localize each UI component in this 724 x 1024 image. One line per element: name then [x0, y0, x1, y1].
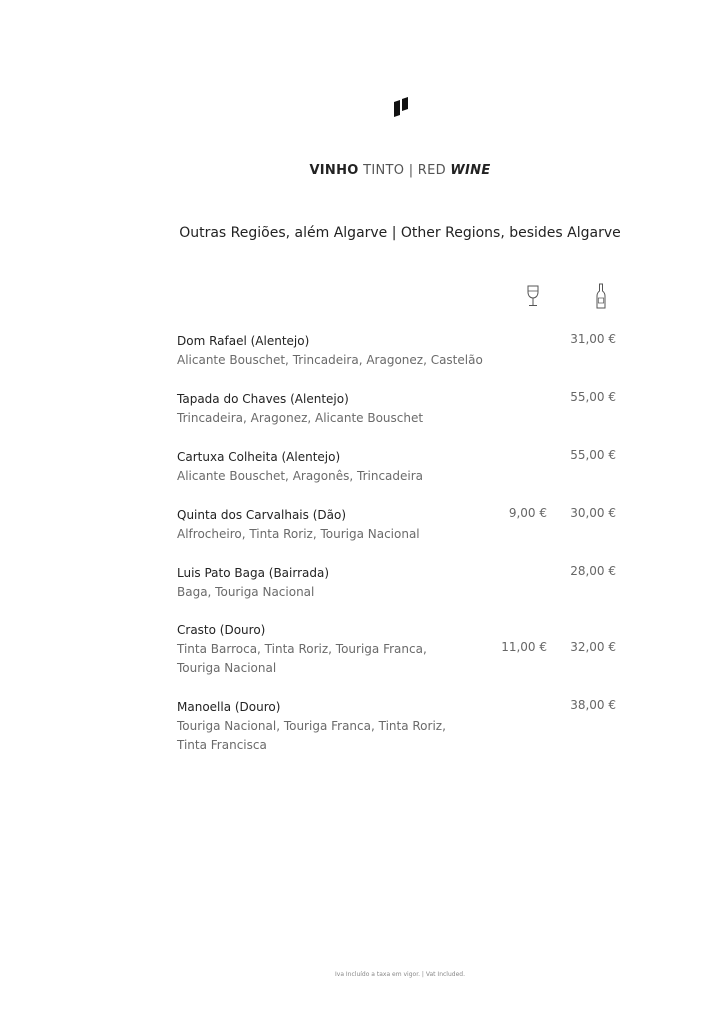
page-title: [0, 163, 724, 178]
wine-name: Quinta dos Carvalhais (Dão): [177, 508, 347, 522]
title-vinho: VINHO: [309, 163, 359, 178]
title-tinto-red: TINTO | RED: [363, 163, 446, 178]
wine-item: [177, 564, 622, 602]
wine-name: Luis Pato Baga (Bairrada): [177, 566, 330, 580]
bottle-price: 55,00 €: [570, 448, 616, 462]
bottle-price: 38,00 €: [570, 698, 616, 712]
glass-price: 11,00 €: [501, 640, 547, 654]
glass-price: 9,00 €: [508, 506, 547, 520]
wine-item: [177, 621, 622, 678]
wine-item: [177, 448, 622, 486]
wine-bottle-icon: [596, 283, 606, 309]
title-wine: WINE: [450, 163, 491, 178]
wine-item: [177, 332, 622, 370]
bottle-price: 28,00 €: [570, 564, 616, 578]
wine-grapes: Alicante Bouschet, Trincadeira, Aragonez, Castelão: [177, 353, 483, 367]
wine-grapes: Touriga Nacional: [177, 661, 277, 675]
wine-item: [177, 698, 622, 755]
wine-grapes: Tinta Francisca: [177, 738, 267, 752]
wine-grapes: Alfrocheiro, Tinta Roriz, Touriga Nacional: [177, 527, 420, 541]
bottle-price: 31,00 €: [570, 332, 616, 346]
wine-grapes: Alicante Bouschet, Aragonês, Trincadeira: [177, 469, 424, 483]
wine-name: Manoella (Douro): [177, 700, 281, 714]
wine-item: [177, 506, 622, 544]
wine-glass-icon: [526, 285, 540, 307]
wine-name: Dom Rafael (Alentejo): [177, 334, 310, 348]
bottle-price: 32,00 €: [570, 640, 616, 654]
brand-logo-icon: [393, 95, 409, 117]
vat-footnote: Iva Incluído a taxa em vigor. | Vat Included.: [335, 971, 465, 978]
wine-name: Tapada do Chaves (Alentejo): [177, 392, 349, 406]
wine-name: Crasto (Douro): [177, 623, 266, 637]
section-title: Outras Regiões, além Algarve | Other Regions, besides Algarve: [179, 225, 621, 241]
bottle-price: 30,00 €: [570, 506, 616, 520]
wine-grapes: Trincadeira, Aragonez, Alicante Bouschet: [177, 411, 424, 425]
bottle-price: 55,00 €: [570, 390, 616, 404]
wine-grapes: Touriga Nacional, Touriga Franca, Tinta Roriz,: [177, 719, 446, 733]
wine-grapes: Baga, Touriga Nacional: [177, 585, 315, 599]
wine-name: Cartuxa Colheita (Alentejo): [177, 450, 341, 464]
wine-grapes: Tinta Barroca, Tinta Roriz, Touriga Franca,: [177, 642, 427, 656]
wine-item: [177, 390, 622, 428]
